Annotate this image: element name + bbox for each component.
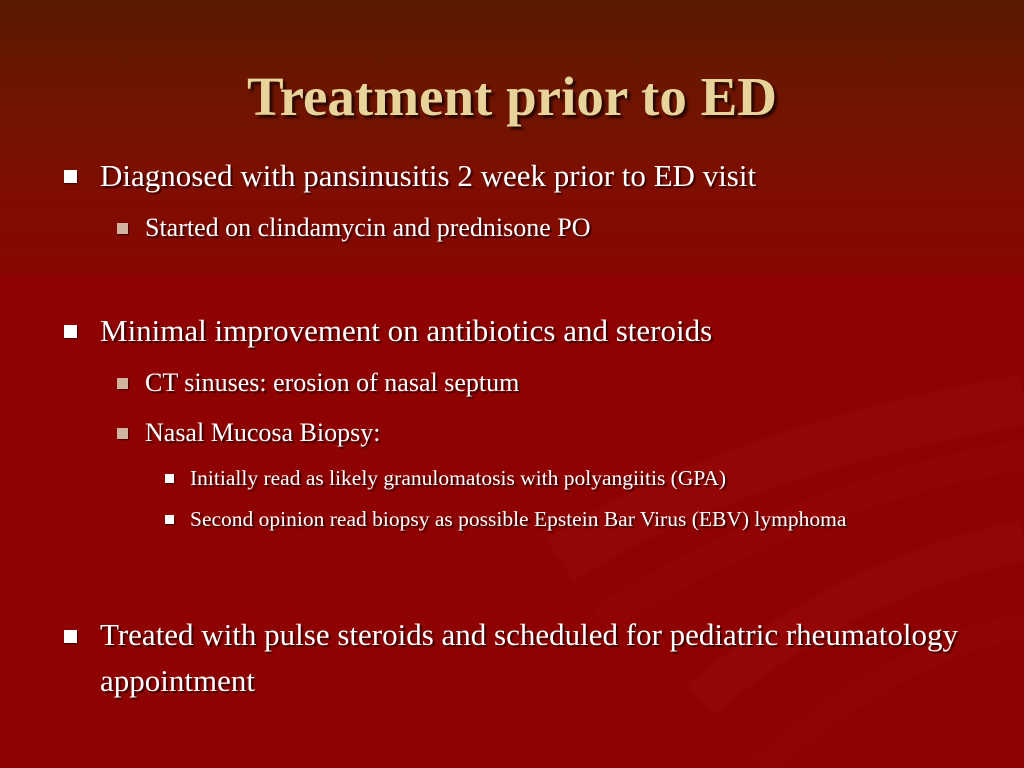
bullet-level2: CT sinuses: erosion of nasal septum xyxy=(145,368,520,397)
bullet-level3: Second opinion read biopsy as possible Epstein Bar Virus (EBV) lymphoma xyxy=(190,507,847,531)
bullet-marker xyxy=(165,474,174,483)
bullet-marker xyxy=(117,223,128,234)
bullet-level1: Treated with pulse steroids and scheduled for pediatric rheumatology appointment xyxy=(100,617,959,698)
bullet-marker xyxy=(117,378,128,389)
bullet-level2: Nasal Mucosa Biopsy: xyxy=(145,418,381,447)
bullet-marker xyxy=(165,515,174,524)
bullet-level1: Minimal improvement on antibiotics and steroids xyxy=(100,313,713,348)
bullet-marker xyxy=(64,630,77,643)
bullet-marker xyxy=(117,428,128,439)
bullet-level3: Initially read as likely granulomatosis with polyangiitis (GPA) xyxy=(190,466,727,490)
bullet-marker xyxy=(64,170,77,183)
bullet-marker xyxy=(64,325,77,338)
bullet-level1: Diagnosed with pansinusitis 2 week prior to ED visit xyxy=(100,158,757,193)
bullet-level2: Started on clindamycin and prednisone PO xyxy=(145,213,591,242)
slide-title: Treatment prior to ED xyxy=(246,66,778,127)
